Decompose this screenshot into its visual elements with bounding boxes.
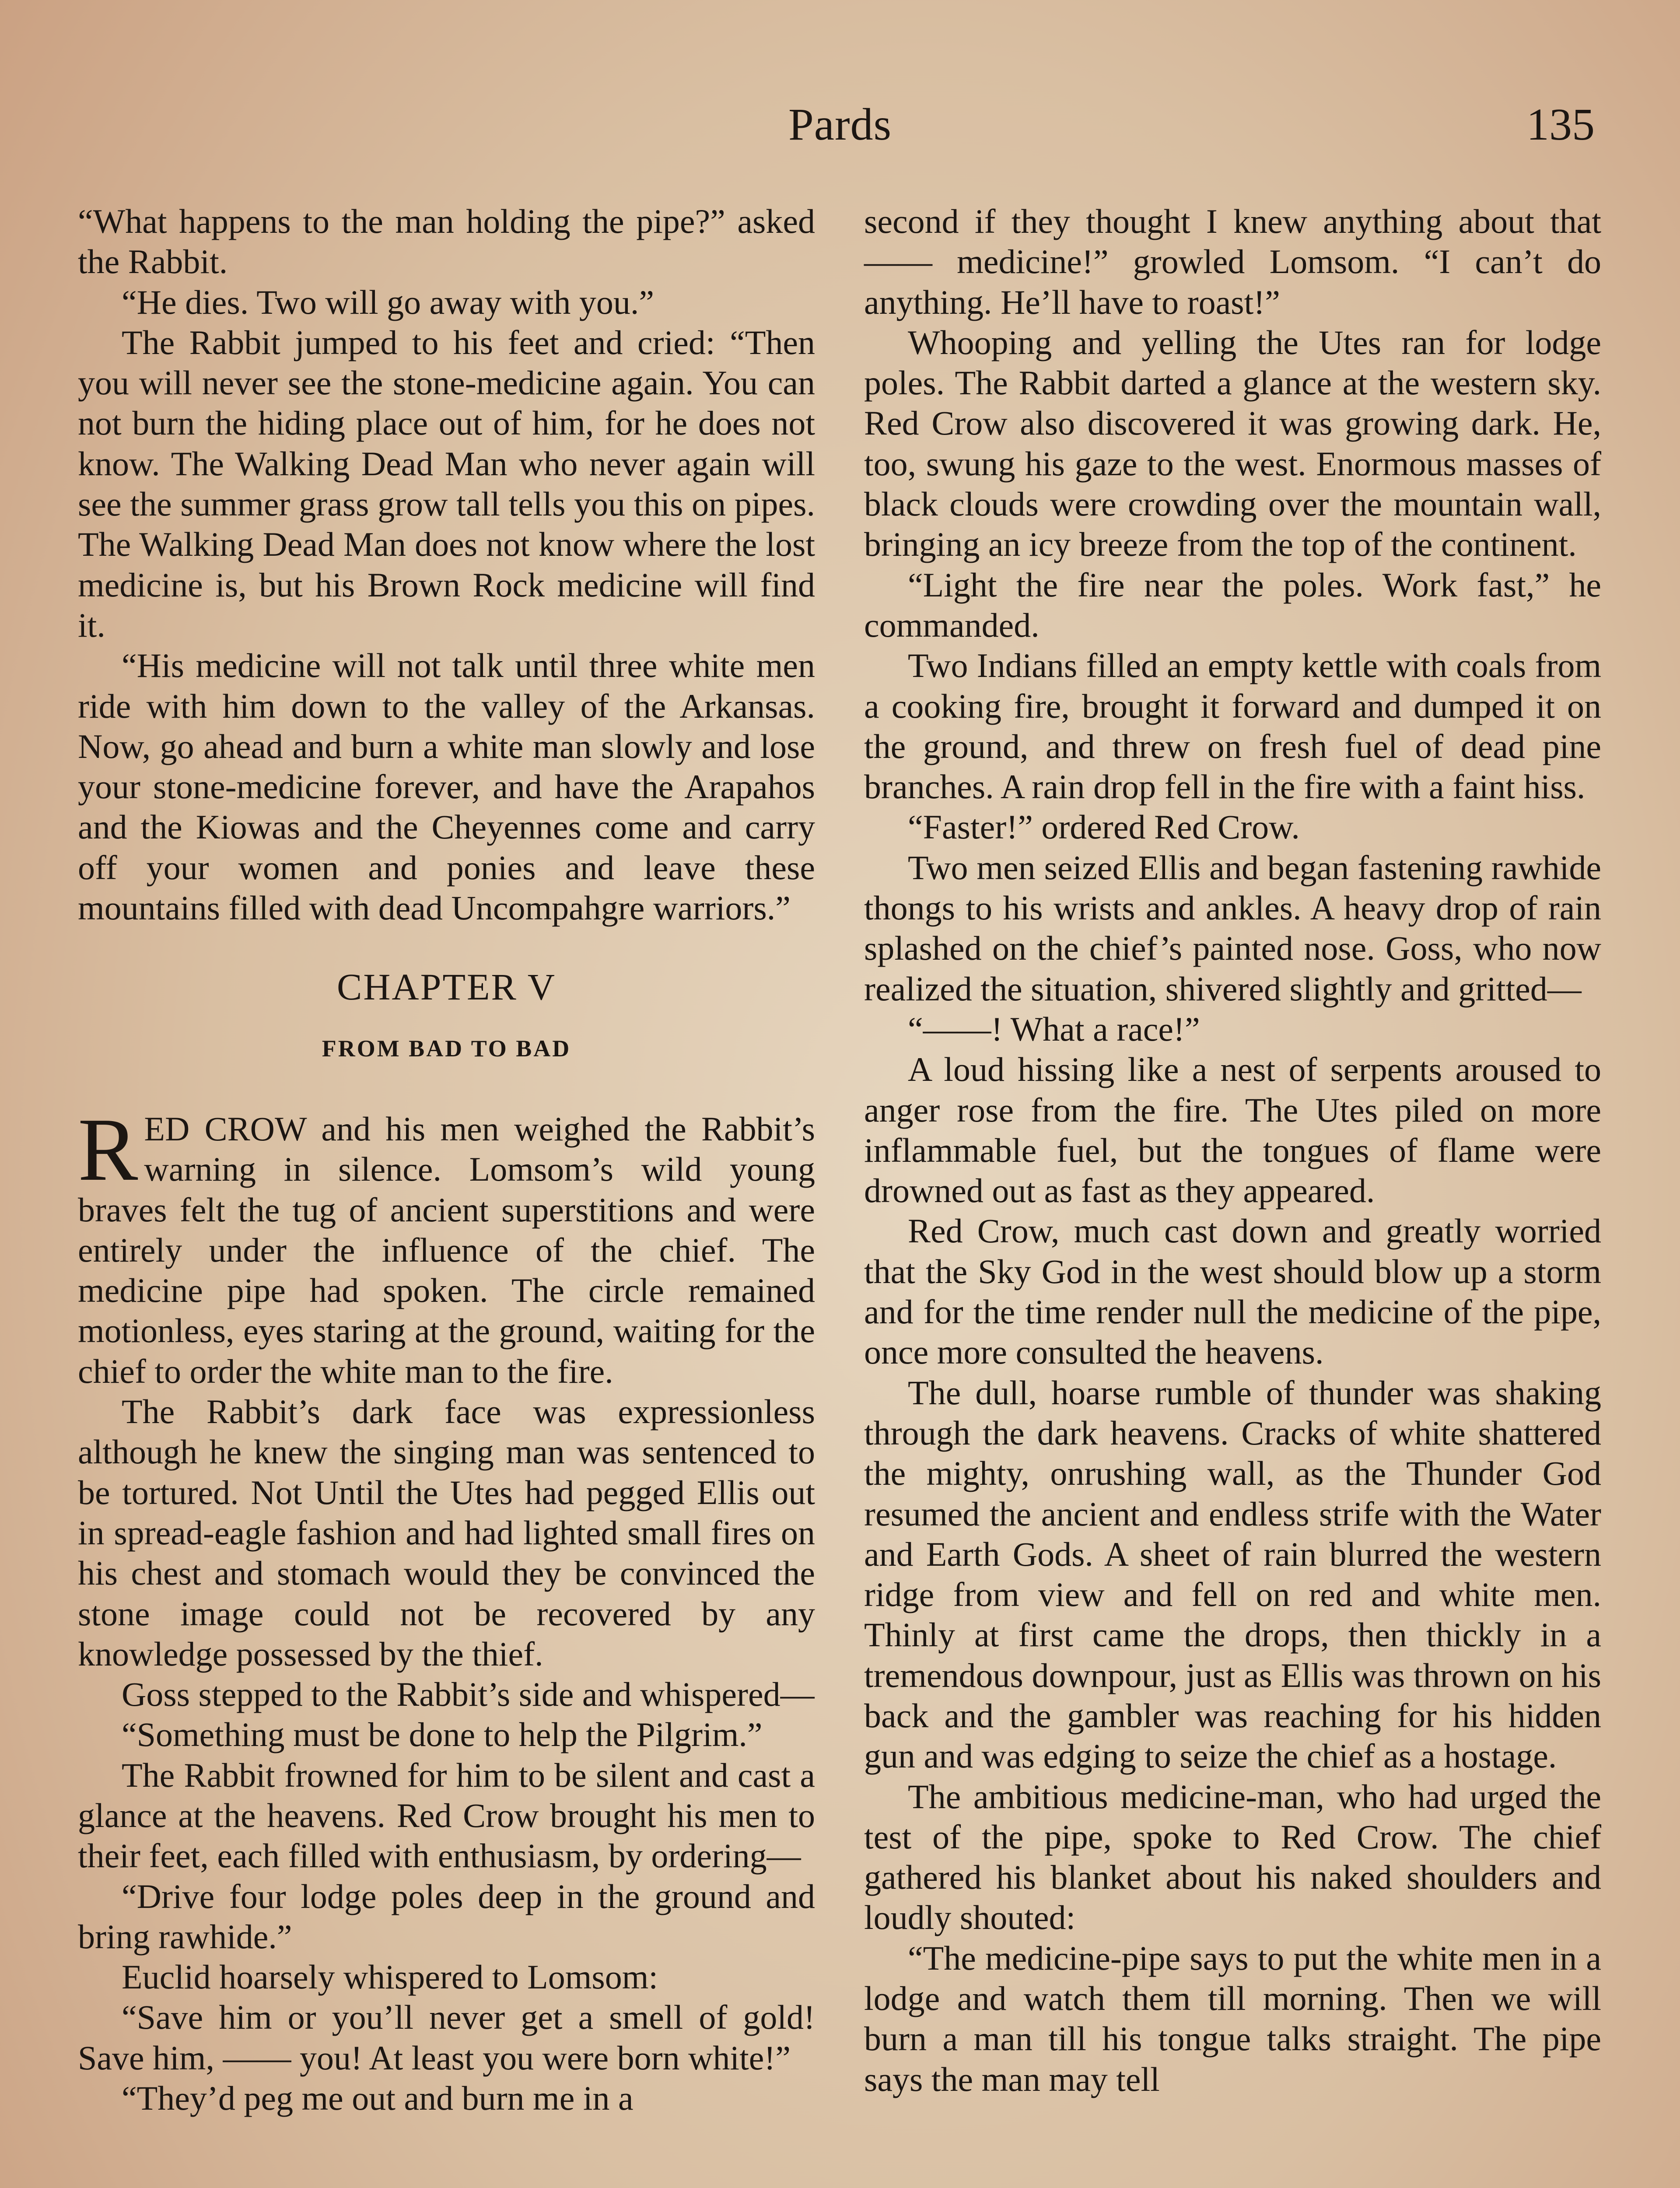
- paragraph: The dull, hoarse rumble of thunder was shaking through the dark heavens. Cracks of white shattered the mighty, onrushing wall, as the Thunder God resumed the ancient and endless strife with the Water and Earth Gods. A sheet of rain blurred the western ridge from view and fell on red and white men. Thinly at first came the drops, then thickly in a tremendous downpour, just as Ellis was thrown on his back and the gambler was reaching for his hidden gun and was edging to seize the chief as a hostage.: [864, 1373, 1601, 1775]
- paragraph: Two men seized Ellis and began fastening rawhide thongs to his wrists and ankles. A heavy drop of rain splashed on the chief’s painted nose. Goss, who now realized the situation, shivered slightly and gritted—: [864, 848, 1601, 1008]
- chapter-subtitle: FROM BAD TO BAD: [322, 1035, 571, 1062]
- paragraph: “Save him or you’ll never get a smell of gold! Save him, —— you! At least you were born white!”: [78, 1998, 815, 2077]
- paragraph: Euclid hoarsely whispered to Lomsom:: [122, 1958, 658, 1996]
- paragraph: Whooping and yelling the Utes ran for lodge poles. The Rabbit darted a glance at the western sky. Red Crow also discovered it was growing dark. He, too, swung his gaze to the west. Enormous masses of black clouds were crowding over the mountain wall, bringing an icy breeze from the top of the continent.: [864, 323, 1601, 564]
- paragraph: “Drive four lodge poles deep in the ground and bring rawhide.”: [78, 1877, 815, 1956]
- paragraph: second if they thought I knew anything about that —— medicine!” growled Lomsom. “I can’t do anything. He’ll have to roast!”: [864, 202, 1601, 321]
- paragraph: “He dies. Two will go away with you.”: [122, 283, 654, 321]
- right-column: [864, 201, 1601, 2100]
- paragraph: The ambitious medicine-man, who had urged the test of the pipe, spoke to Red Crow. The chief gathered his blanket about his naked shoulders and loudly shouted:: [864, 1777, 1601, 1937]
- paragraph: “His medicine will not talk until three white men ride with him down to the valley of the Arkansas. Now, go ahead and burn a white man slowly and lose your stone-medicine forever, and have the Arapahos and the Kiowas and the Cheyennes come and carry off your women and ponies and leave these mountains filled with dead Uncompahgre warriors.”: [78, 646, 815, 927]
- paragraph: “——! What a race!”: [908, 1010, 1200, 1048]
- paragraph: “Light the fire near the poles. Work fast,” he commanded.: [864, 565, 1601, 644]
- paragraph: “What happens to the man holding the pipe?” asked the Rabbit.: [78, 202, 815, 281]
- left-column: [78, 201, 815, 2118]
- paragraph: “The medicine-pipe says to put the white men in a lodge and watch them till morning. Then we will burn a man till his tongue talks straight. The pipe says the man may tell: [864, 1939, 1601, 2098]
- drop-cap: R: [78, 1099, 138, 1199]
- paragraph: Two Indians filled an empty kettle with coals from a cooking fire, brought it forward and dumped it on the ground, and threw on fresh fuel of dead pine branches. A rain drop fell in the fire with a faint hiss.: [864, 646, 1601, 806]
- chapter-opening-paragraph: [78, 1099, 815, 1392]
- paragraph: “Faster!” ordered Red Crow.: [908, 808, 1300, 846]
- chapter-title: CHAPTER V: [337, 966, 556, 1008]
- paragraph: “Something must be done to help the Pilgrim.”: [122, 1715, 763, 1754]
- paragraph: “They’d peg me out and burn me in a: [122, 2079, 634, 2118]
- page-header: [0, 98, 1680, 160]
- paragraph: Red Crow, much cast down and greatly worried that the Sky God in the west should blow up a storm and for the time render null the medicine of the pipe, once more consulted the heavens.: [864, 1212, 1601, 1371]
- paragraph: The Rabbit’s dark face was expressionless although he knew the singing man was sentenced to be tortured. Not Until the Utes had pegged Ellis out in spread-eagle fashion and had lighted small fires on his chest and stomach would they be convinced the stone image could not be recovered by any knowledge possessed by the thief.: [78, 1392, 815, 1673]
- paragraph: The Rabbit frowned for him to be silent and cast a glance at the heavens. Red Crow brought his men to their feet, each filled with enthusiasm, by ordering—: [78, 1756, 815, 1875]
- paragraph-text: ED CROW and his men weighed the Rabbit’s warning in silence. Lomsom’s wild young braves felt the tug of ancient superstitions and were entirely under the influence of the chief. The medicine pipe had spoken. The circle remained motionless, eyes staring at the ground, waiting for the chief to order the white man to the fire.: [78, 1109, 815, 1390]
- running-title: Pards: [788, 99, 892, 150]
- paragraph: Goss stepped to the Rabbit’s side and whispered—: [122, 1675, 815, 1714]
- paragraph: A loud hissing like a nest of serpents aroused to anger rose from the fire. The Utes piled on more inflammable fuel, but the tongues of flame were drowned out as fast as they appeared.: [864, 1050, 1601, 1210]
- paragraph: The Rabbit jumped to his feet and cried: “Then you will never see the stone-medicine again. You can not burn the hiding place out of him, for he does not know. The Walking Dead Man who never again will see the summer grass grow tall tells you this on pipes. The Walking Dead Man does not know where the lost medicine is, but his Brown Rock medicine will find it.: [78, 323, 815, 644]
- page-number: 135: [1526, 99, 1595, 150]
